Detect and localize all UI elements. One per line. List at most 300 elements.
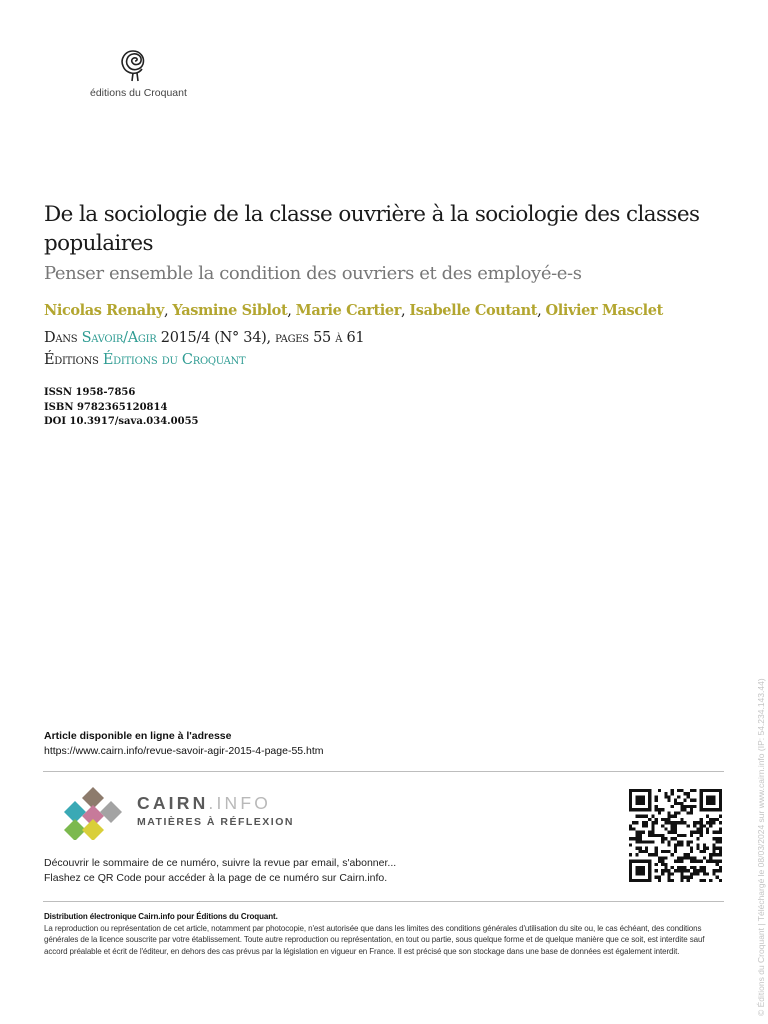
qr-module <box>716 876 719 879</box>
qr-module <box>642 821 645 824</box>
qr-module <box>674 844 677 847</box>
qr-module <box>648 834 651 837</box>
author-link[interactable]: Olivier Masclet <box>545 302 663 319</box>
qr-module <box>677 844 680 847</box>
qr-module <box>684 856 687 859</box>
qr-module <box>651 853 654 856</box>
qr-module <box>639 834 642 837</box>
issn: ISSN 1958-7856 <box>44 387 136 398</box>
qr-code-icon[interactable] <box>627 789 724 882</box>
qr-module <box>632 821 635 824</box>
qr-module <box>655 847 658 850</box>
qr-module <box>655 795 658 798</box>
qr-module <box>706 847 709 850</box>
qr-module <box>671 879 674 882</box>
qr-module <box>635 837 638 840</box>
author-separator: , <box>287 303 296 319</box>
qr-module <box>635 834 638 837</box>
qr-module <box>658 811 661 814</box>
qr-module <box>712 869 715 872</box>
qr-module <box>674 831 677 834</box>
qr-module <box>700 824 703 827</box>
qr-module <box>719 866 722 869</box>
qr-module <box>629 827 632 830</box>
qr-module <box>684 808 687 811</box>
article-subtitle: Penser ensemble la condition des ouvriers et des employé-e-s <box>44 263 582 284</box>
qr-module <box>651 834 654 837</box>
qr-module <box>655 799 658 802</box>
qr-module <box>667 869 670 872</box>
qr-module <box>690 799 693 802</box>
download-watermark: © Éditions du Croquant | Téléchargé le 08/03/2024 sur www.cairn.info (IP: 54.234.143.44) <box>756 678 766 1016</box>
in-label: Dans <box>44 330 82 346</box>
qr-module <box>677 834 680 837</box>
cairn-tile-shape <box>100 801 122 823</box>
qr-module <box>674 811 677 814</box>
qr-module <box>712 853 715 856</box>
qr-module <box>664 821 667 824</box>
qr-module <box>719 853 722 856</box>
qr-module <box>645 824 648 827</box>
qr-module <box>651 840 654 843</box>
qr-module <box>655 863 658 866</box>
qr-module <box>664 856 667 859</box>
qr-module <box>693 856 696 859</box>
qr-module <box>712 818 715 821</box>
qr-module <box>651 827 654 830</box>
qr-module <box>693 872 696 875</box>
qr-module <box>703 850 706 853</box>
qr-module <box>687 811 690 814</box>
qr-module <box>687 879 690 882</box>
qr-module <box>667 799 670 802</box>
qr-module <box>667 872 670 875</box>
qr-module <box>677 860 680 863</box>
qr-module <box>690 805 693 808</box>
qr-module <box>706 827 709 830</box>
identifiers <box>44 386 199 430</box>
qr-module <box>658 789 661 792</box>
qr-module <box>709 821 712 824</box>
qr-module <box>680 805 683 808</box>
qr-module <box>690 789 693 792</box>
qr-module <box>658 834 661 837</box>
qr-module <box>661 863 664 866</box>
publisher-name: éditions du Croquant <box>90 87 187 99</box>
qr-module <box>677 866 680 869</box>
cairn-wordmark-dot: .INFO <box>208 793 272 813</box>
qr-module <box>658 879 661 882</box>
publisher-link[interactable]: Éditions du Croquant <box>102 352 246 368</box>
qr-module <box>655 850 658 853</box>
divider <box>43 771 724 772</box>
qr-module <box>639 847 642 850</box>
qr-module <box>716 847 719 850</box>
availability-block <box>44 729 324 758</box>
qr-module <box>709 824 712 827</box>
page-range: , pages 55 à 61 <box>266 330 365 346</box>
qr-module <box>658 876 661 879</box>
qr-module <box>684 834 687 837</box>
qr-module <box>680 866 683 869</box>
qr-module <box>639 850 642 853</box>
qr-module <box>687 840 690 843</box>
availability-label: Article disponible en ligne à l'adresse <box>44 730 232 742</box>
qr-module <box>651 831 654 834</box>
qr-module <box>661 869 664 872</box>
qr-module <box>629 853 632 856</box>
qr-module <box>635 853 638 856</box>
qr-module <box>693 866 696 869</box>
author-link[interactable]: Isabelle Coutant <box>409 302 538 319</box>
cairn-tile-shape <box>82 819 104 840</box>
qr-module <box>687 795 690 798</box>
qr-module <box>655 853 658 856</box>
qr-module <box>719 860 722 863</box>
qr-module <box>664 866 667 869</box>
qr-module <box>661 872 664 875</box>
qr-module <box>687 844 690 847</box>
qr-module <box>674 847 677 850</box>
qr-module <box>664 869 667 872</box>
qr-module <box>716 837 719 840</box>
qr-module <box>706 860 709 863</box>
qr-module <box>664 837 667 840</box>
qr-module <box>690 866 693 869</box>
qr-module <box>655 821 658 824</box>
qr-module <box>680 818 683 821</box>
qr-module <box>642 824 645 827</box>
qr-module <box>690 860 693 863</box>
qr-module <box>693 799 696 802</box>
legal-heading: Distribution électronique Cairn.info pour Éditions du Croquant. <box>44 912 278 921</box>
qr-module <box>677 869 680 872</box>
qr-module <box>693 831 696 834</box>
qr-module <box>712 821 715 824</box>
author-link[interactable]: Nicolas Renahy <box>44 302 164 319</box>
qr-module <box>661 818 664 821</box>
cairn-wordmark-main: CAIRN <box>137 793 209 813</box>
qr-module <box>709 860 712 863</box>
qr-module <box>658 856 661 859</box>
publisher-info <box>44 352 245 368</box>
qr-module <box>709 879 712 882</box>
qr-module <box>642 850 645 853</box>
qr-module <box>667 844 670 847</box>
doi: DOI 10.3917/sava.034.0055 <box>44 416 199 427</box>
qr-module <box>677 802 680 805</box>
qr-module <box>716 831 719 834</box>
qr-module <box>700 860 703 863</box>
qr-module <box>706 815 709 818</box>
qr-module <box>645 821 648 824</box>
qr-module <box>716 853 719 856</box>
legal-notice <box>44 911 724 957</box>
qr-module <box>693 869 696 872</box>
qr-module <box>703 824 706 827</box>
qr-module <box>667 821 670 824</box>
qr-module <box>680 860 683 863</box>
qr-module <box>703 879 706 882</box>
journal-link[interactable]: Savoir/Agir <box>81 330 157 346</box>
qr-module <box>645 815 648 818</box>
qr-module <box>661 834 664 837</box>
author-separator: , <box>401 303 410 319</box>
qr-module <box>629 844 632 847</box>
qr-module <box>684 792 687 795</box>
qr-module <box>677 811 680 814</box>
qr-module <box>693 789 696 792</box>
qr-module <box>712 872 715 875</box>
qr-module <box>671 821 674 824</box>
qr-module <box>712 837 715 840</box>
qr-module <box>703 869 706 872</box>
article-title: De la sociologie de la classe ouvrière à la sociologie des classes populaires <box>44 202 700 256</box>
qr-module <box>684 866 687 869</box>
qr-module <box>719 850 722 853</box>
qr-module <box>706 821 709 824</box>
qr-module <box>651 824 654 827</box>
qr-module <box>661 860 664 863</box>
qr-module <box>671 792 674 795</box>
qr-module <box>655 876 658 879</box>
qr-module <box>648 831 651 834</box>
qr-module <box>680 876 683 879</box>
qr-module <box>700 879 703 882</box>
qr-module <box>671 853 674 856</box>
qr-module <box>671 805 674 808</box>
qr-module <box>696 872 699 875</box>
qr-module <box>674 799 677 802</box>
qr-module <box>661 837 664 840</box>
qr-module <box>693 824 696 827</box>
qr-module <box>696 821 699 824</box>
cairn-wordmark <box>137 793 294 828</box>
qr-module <box>700 850 703 853</box>
author-link[interactable]: Marie Cartier <box>295 302 401 319</box>
qr-module <box>703 856 706 859</box>
qr-module <box>687 856 690 859</box>
qr-module <box>661 856 664 859</box>
qr-module <box>693 821 696 824</box>
qr-module <box>703 872 706 875</box>
qr-module <box>645 847 648 850</box>
qr-module <box>690 840 693 843</box>
qr-module <box>661 808 664 811</box>
qr-module <box>700 827 703 830</box>
qr-module <box>712 847 715 850</box>
qr-module <box>658 860 661 863</box>
qr-module <box>684 799 687 802</box>
qr-module <box>667 811 670 814</box>
qr-module <box>648 840 651 843</box>
qr-module <box>674 824 677 827</box>
qr-module <box>639 840 642 843</box>
qr-module <box>680 802 683 805</box>
issue-number: 2015/4 (N° 34) <box>160 330 267 346</box>
qr-module <box>696 837 699 840</box>
qr-module <box>696 860 699 863</box>
qr-module <box>671 866 674 869</box>
qr-module <box>639 815 642 818</box>
qr-module <box>671 815 674 818</box>
qr-instructions <box>44 856 396 886</box>
qr-module <box>642 831 645 834</box>
qr-module <box>696 844 699 847</box>
qr-module <box>719 879 722 882</box>
qr-module <box>671 872 674 875</box>
qr-module <box>671 837 674 840</box>
qr-module <box>687 792 690 795</box>
qr-module <box>687 805 690 808</box>
qr-module <box>635 840 638 843</box>
qr-module <box>716 863 719 866</box>
qr-module <box>667 879 670 882</box>
qr-module <box>671 824 674 827</box>
qr-module <box>645 850 648 853</box>
qr-module <box>655 834 658 837</box>
qr-module <box>674 860 677 863</box>
qr-module <box>667 795 670 798</box>
qr-module <box>706 795 716 805</box>
qr-module <box>635 866 645 876</box>
qr-module <box>693 805 696 808</box>
qr-module <box>703 866 706 869</box>
qr-module <box>655 869 658 872</box>
qr-module <box>674 850 677 853</box>
qr-module <box>703 844 706 847</box>
qr-module <box>684 805 687 808</box>
qr-module <box>635 831 638 834</box>
qr-module <box>661 850 664 853</box>
qr-module <box>677 795 680 798</box>
article-url[interactable]: https://www.cairn.info/revue-savoir-agir-2015-4-page-55.htm <box>44 744 324 757</box>
qr-module <box>719 831 722 834</box>
author-link[interactable]: Yasmine Siblot <box>172 302 288 319</box>
qr-module <box>680 808 683 811</box>
qr-module <box>716 818 719 821</box>
qr-module <box>635 815 638 818</box>
qr-module <box>712 831 715 834</box>
publisher-logo <box>90 40 187 99</box>
qr-module <box>639 837 642 840</box>
qr-module <box>664 795 667 798</box>
qr-module <box>680 789 683 792</box>
qr-module <box>677 840 680 843</box>
qr-module <box>655 818 658 821</box>
qr-module <box>664 850 667 853</box>
qr-module <box>696 831 699 834</box>
qr-module <box>651 821 654 824</box>
qr-module <box>719 840 722 843</box>
qr-module <box>639 831 642 834</box>
qr-module <box>664 818 667 821</box>
qr-module <box>703 847 706 850</box>
author-separator: , <box>163 303 173 319</box>
qr-module <box>661 840 664 843</box>
qr-module <box>651 815 654 818</box>
qr-module <box>693 860 696 863</box>
qr-module <box>658 808 661 811</box>
qr-module <box>706 831 709 834</box>
qr-module <box>629 837 632 840</box>
qr-module <box>680 879 683 882</box>
qr-module <box>667 818 670 821</box>
qr-module <box>696 869 699 872</box>
qr-module <box>684 853 687 856</box>
legal-body: La reproduction ou représentation de cet article, notamment par photocopie, n'est autorisée que dans les limites des conditions générales d'utilisation du site ou, le cas échéant, des conditions générales de la licence souscrite par votre établissement. Toute autre reproduction ou représentation, en tout ou partie, sous quelque forme et de quelque manière que ce soit, est interdite sauf accord préalable et écrit de l'éditeur, en dehors des cas prévus par la législation en vigueur en France. Il est précisé que son stockage dans une base de données est également interdit. <box>44 923 705 956</box>
qr-module <box>706 872 709 875</box>
qr-module <box>709 856 712 859</box>
divider <box>43 901 724 902</box>
qr-module <box>667 831 670 834</box>
cairn-tagline: MATIÈRES À RÉFLEXION <box>137 816 294 828</box>
qr-module <box>687 876 690 879</box>
qr-module <box>674 869 677 872</box>
qr-module <box>687 869 690 872</box>
qr-line-1: Découvrir le sommaire de ce numéro, suivre la revue par email, s'abonner... <box>44 857 397 869</box>
qr-module <box>635 795 645 805</box>
author-list <box>44 302 663 319</box>
qr-module <box>719 837 722 840</box>
qr-module <box>719 827 722 830</box>
qr-line-2: Flashez ce QR Code pour accéder à la page de ce numéro sur Cairn.info. <box>44 872 388 884</box>
qr-module <box>667 876 670 879</box>
qr-module <box>645 840 648 843</box>
author-separator: , <box>537 303 546 319</box>
qr-module <box>674 821 677 824</box>
qr-module <box>674 815 677 818</box>
qr-module <box>667 840 670 843</box>
qr-module <box>635 847 638 850</box>
qr-module <box>680 872 683 875</box>
qr-module <box>690 876 693 879</box>
qr-module <box>680 869 683 872</box>
qr-module <box>674 802 677 805</box>
qr-module <box>680 840 683 843</box>
qr-module <box>716 860 719 863</box>
qr-module <box>632 837 635 840</box>
qr-module <box>700 834 703 837</box>
qr-module <box>716 840 719 843</box>
qr-module <box>667 815 670 818</box>
qr-module <box>648 818 651 821</box>
qr-module <box>690 831 693 834</box>
qr-module <box>635 821 638 824</box>
qr-module <box>684 869 687 872</box>
qr-module <box>690 850 693 853</box>
qr-module <box>664 792 667 795</box>
qr-module <box>677 856 680 859</box>
qr-module <box>671 789 674 792</box>
qr-module <box>674 827 677 830</box>
qr-module <box>671 827 674 830</box>
qr-module <box>700 831 703 834</box>
qr-module <box>719 869 722 872</box>
qr-module <box>680 834 683 837</box>
qr-module <box>674 837 677 840</box>
qr-module <box>677 821 680 824</box>
editions-label: Éditions <box>44 352 103 368</box>
qr-module <box>680 856 683 859</box>
qr-module <box>642 815 645 818</box>
qr-module <box>712 850 715 853</box>
qr-module <box>667 850 670 853</box>
qr-module <box>719 847 722 850</box>
qr-module <box>690 834 693 837</box>
qr-module <box>690 811 693 814</box>
qr-module <box>687 824 690 827</box>
